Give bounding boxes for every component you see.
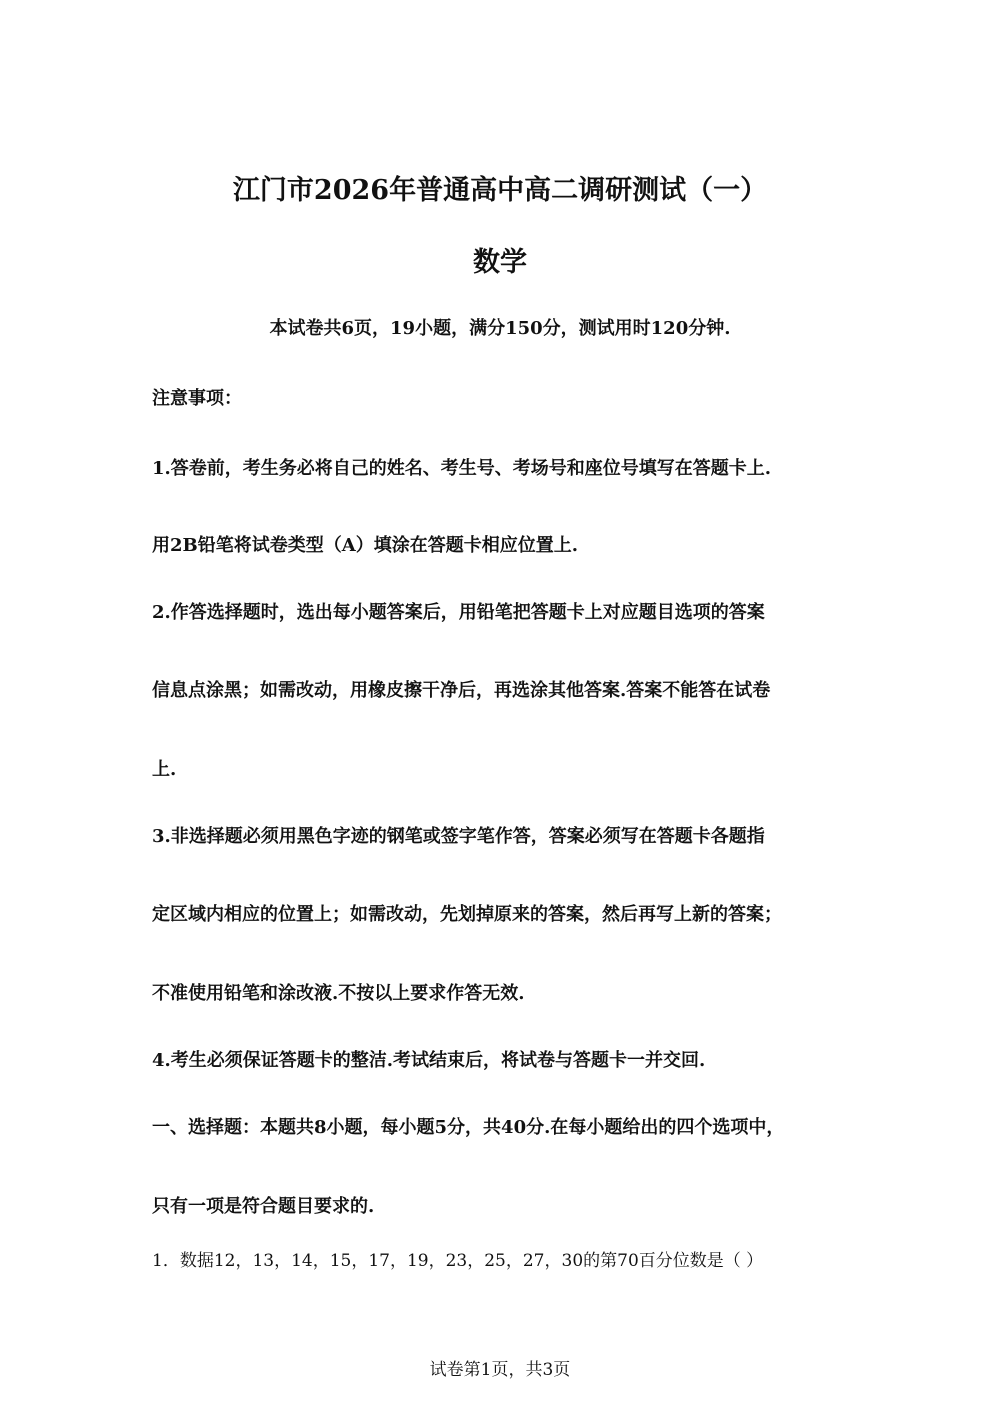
note-line: 定区域内相应的位置上；如需改动，先划掉原来的答案，然后再写上新的答案； — [152, 904, 782, 925]
notes-heading: 注意事项： — [152, 388, 242, 409]
note-line: 2.作答选择题时，选出每小题答案后，用铅笔把答题卡上对应题目选项的答案 — [152, 602, 765, 623]
note-line: 不准使用铅笔和涂改液.不按以上要求作答无效. — [152, 983, 525, 1004]
note-line: 3.非选择题必须用黑色字迹的钢笔或签字笔作答，答案必须写在答题卡各题指 — [152, 826, 765, 847]
section-heading: 一、选择题：本题共8小题，每小题5分，共40分.在每小题给出的四个选项中， — [152, 1117, 785, 1138]
subject-title: 数学 — [473, 247, 527, 278]
note-line: 4.考生必须保证答题卡的整洁.考试结束后，将试卷与答题卡一并交回. — [152, 1050, 706, 1071]
note-line: 用2B铅笔将试卷类型（A）填涂在答题卡相应位置上. — [152, 535, 578, 556]
note-line: 1.答卷前，考生务必将自己的姓名、考生号、考场号和座位号填写在答题卡上. — [152, 458, 772, 479]
note-line: 信息点涂黑；如需改动，用橡皮擦干净后，再选涂其他答案.答案不能答在试卷 — [152, 680, 771, 701]
question-1: 1．数据12，13，14，15，17，19，23，25，27，30的第70百分位数是（ ） — [152, 1251, 764, 1271]
note-line: 上. — [152, 759, 177, 780]
exam-title: 江门市2026年普通高中高二调研测试（一） — [232, 175, 768, 206]
section-heading: 只有一项是符合题目要求的. — [152, 1196, 375, 1217]
exam-info: 本试卷共6页，19小题，满分150分，测试用时120分钟. — [269, 318, 731, 339]
page-footer: 试卷第1页，共3页 — [429, 1360, 571, 1380]
